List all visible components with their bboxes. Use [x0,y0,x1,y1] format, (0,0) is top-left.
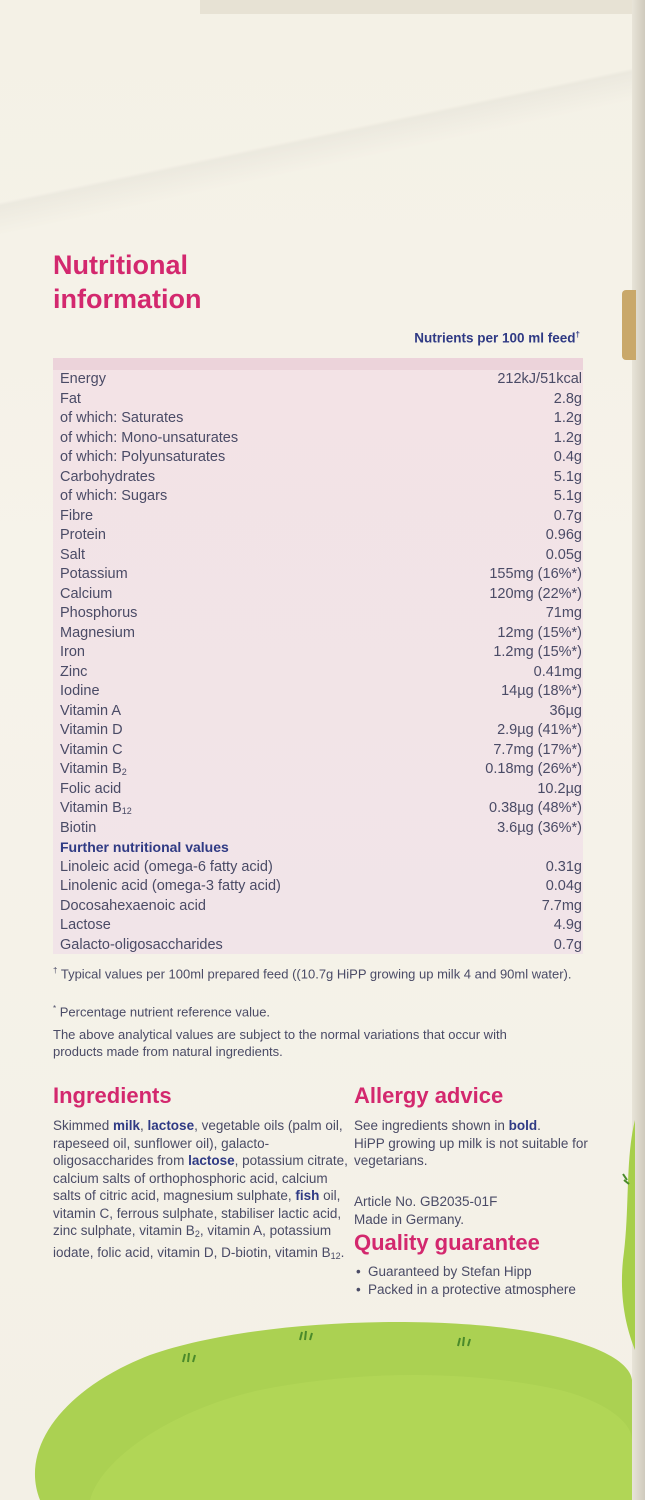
nutrient-value: 0.38µg (48%*) [489,800,582,816]
nutrient-name: Fibre [60,507,94,524]
nutrient-value: 2.9µg (41%*) [497,722,582,738]
nutrient-name: Iodine [60,683,100,699]
allergen-word: lactose [147,1118,195,1133]
nutrient-value: 0.96g [545,527,582,543]
further-values-heading: Further nutritional values [60,839,229,855]
quality-title: Quality guarantee [354,1230,540,1255]
nutrient-value: 14µg (18%*) [501,683,582,699]
allergen-word: fish [295,1188,320,1203]
nutrient-name: Potassium [60,566,128,582]
ingredients-fragment: , vegetable oils (palm oil, rapeseed oil, sunflower oil), galacto-oligosaccharides from [53,1118,343,1168]
nutrient-name: Iron [60,644,85,660]
nutrition-row [60,546,582,566]
allergy-title: Allergy advice [354,1083,504,1108]
grass-edge-illustration [605,1120,635,1350]
nutrient-name: Galacto-oligosaccharides [60,936,223,953]
nutrient-name: Fat [60,390,81,407]
nutrient-name: Salt [60,546,85,563]
nutrition-row [60,916,582,936]
nutrient-value: 4.9g [553,917,582,933]
article-number: Article No. GB2035-01F [354,1194,498,1209]
nutrition-row [60,858,582,878]
allergy-line-post: . [537,1118,541,1133]
ingredients-fragment: , vitamin A, potassium iodate, folic acid, vitamin D, D-biotin, vitamin B [53,1223,332,1260]
nutrition-row [60,936,582,956]
ingredients-fragment: Skimmed [53,1118,114,1133]
nutrition-row [60,799,582,819]
per-100ml-label: Nutrients per 100 ml feed [414,330,576,346]
allergen-word: milk [113,1118,141,1133]
nutrition-row [60,409,582,429]
nutrient-value: 0.04g [545,878,582,894]
allergen-word: lactose [188,1153,235,1168]
nutrient-value: 0.4g [553,449,582,465]
nutrition-row [60,663,582,683]
country-of-origin: Made in Germany. [354,1211,465,1227]
nutrient-name: Energy [60,371,106,387]
allergy-bold-word: bold [508,1118,538,1133]
nutrient-name: Linolenic acid (omega-3 fatty acid) [60,878,281,894]
nutrition-row [60,370,582,390]
ingredients-title: Ingredients [53,1083,172,1108]
nutrient-value: 36µg [549,702,582,719]
quality-item: • Packed in a protective atmosphere [354,1281,604,1299]
nutrition-row [60,780,582,800]
nutrient-value: 0.18mg (26%*) [485,761,582,777]
nutrition-table [60,370,582,955]
nutrient-name: Folic acid [60,780,122,797]
quality-item: • Guaranteed by Stefan Hipp [354,1263,604,1281]
quality-list [354,1263,604,1298]
nutrient-name: Calcium [60,585,113,602]
nutrition-title-line-1: Nutritional [53,250,188,280]
footnote-typical-values [53,962,583,982]
nutrient-name: Lactose [60,917,111,933]
nutrient-value: 212kJ/51kcal [497,371,582,387]
nutrient-name: of which: Polyunsaturates [60,449,226,465]
nutrient-name: Docosahexaenoic acid [60,897,206,914]
nutrient-value: 3.6µg (36%*) [497,819,582,836]
ingredients-fragment: oil, vitamin C, ferrous sulphate, stabiliser lactic acid, zinc sulphate, vitamin B [53,1188,342,1238]
per-100ml-header [414,330,580,346]
nutrition-row [60,741,582,761]
nutrient-name: Carbohydrates [60,468,156,485]
nutrient-name: Vitamin A [60,702,121,719]
nutrient-name: Magnesium [60,624,135,641]
nutrient-value: 0.31g [545,858,582,875]
nutrition-row [60,604,582,624]
nutrient-value: 2.8g [553,390,582,407]
nutrition-row [60,897,582,917]
nutrition-row [60,448,582,468]
nutrient-name: Vitamin D [60,722,123,738]
nutrition-row [60,819,582,839]
nutrient-value: 7.7mg [541,897,582,914]
nutrition-row [60,585,582,605]
ingredients-text [53,1117,353,1265]
nutrition-row [60,390,582,410]
allergy-text [354,1117,604,1170]
nutrient-name: Biotin [60,819,97,836]
nutrient-name: of which: Saturates [60,410,184,426]
ingredients-fragment: , potassium citrate, calcium salts of orthophosphoric acid, calcium salts of citric acid, magnesium sulphate, [53,1153,348,1203]
nutrient-name: Linoleic acid (omega-6 fatty acid) [60,858,273,875]
nutrition-row [60,721,582,741]
nutrient-name: Phosphorus [60,605,138,621]
nutrition-row [60,429,582,449]
nutrition-row [60,702,582,722]
dagger-mark: † [575,330,580,339]
ingredients-fragment: . [340,1244,345,1260]
footnote-reference-text: Percentage nutrient reference value. [59,1004,271,1020]
nutrient-value: 5.1g [553,488,582,504]
asterisk-mark: * [53,1004,57,1013]
nutrient-name: Zinc [60,663,88,680]
nutrient-value: 10.2µg [537,780,582,797]
nutrition-row [60,526,582,546]
nutrient-value: 1.2g [553,410,582,426]
nutrient-value: 120mg (22%*) [489,585,582,602]
allergy-vegetarian-note: HiPP growing up milk is not suitable for vegetarians. [354,1135,588,1168]
nutrient-value: 0.41mg [533,663,582,680]
nutrient-value: 0.7g [553,936,582,953]
article-info [354,1193,604,1228]
nutrition-row [60,468,582,488]
nutrition-row [60,760,582,780]
dagger-mark: † [53,966,58,975]
nutrient-value: 7.7mg (17%*) [493,741,582,758]
nutrient-name: Vitamin $B_2$ [60,761,127,777]
allergy-line-pre: See ingredients shown in [354,1118,509,1133]
nutrient-name: Protein [60,527,106,543]
subscript: 2 [194,1229,200,1239]
nutrient-value: 5.1g [553,468,582,485]
nutrition-title-line-2: information [53,284,202,314]
nutrition-row [60,487,582,507]
nutrition-row [60,565,582,585]
nutrition-row [60,507,582,527]
subscript: 12 [330,1250,341,1261]
nutrient-value: 71mg [545,605,582,621]
nutrient-name: Vitamin C [60,741,123,758]
nutrient-value: 0.05g [545,546,582,563]
nutrient-value: 1.2g [553,429,582,446]
footnote-typical-text: Typical values per 100ml prepared feed ((10.7g HiPP growing up milk 4 and 90ml water). [60,966,572,982]
nutrient-name: of which: Mono-unsaturates [60,429,239,446]
nutrient-name: of which: Sugars [60,488,168,504]
nutrient-value: 155mg (16%*) [489,566,582,582]
nutrient-value: 12mg (15%*) [497,624,582,641]
nutrition-title [53,248,303,316]
grass-illustration [0,1300,632,1500]
nutrition-row [60,877,582,897]
ingredients-fragment: , [140,1118,148,1133]
nutrition-table-header-bar [53,358,583,370]
footnote-reference-value [53,1000,583,1020]
nutrient-value: 1.2mg (15%*) [493,644,582,660]
nutrition-row [60,682,582,702]
nutrient-name: Vitamin $B_{12}$ [60,800,132,816]
analytical-note: The above analytical values are subject to the normal variations that occur with products made from natural ingredients. [53,1027,507,1059]
nutrition-row [60,643,582,663]
nutrition-row [60,624,582,644]
nutrient-value: 0.7g [553,507,582,524]
